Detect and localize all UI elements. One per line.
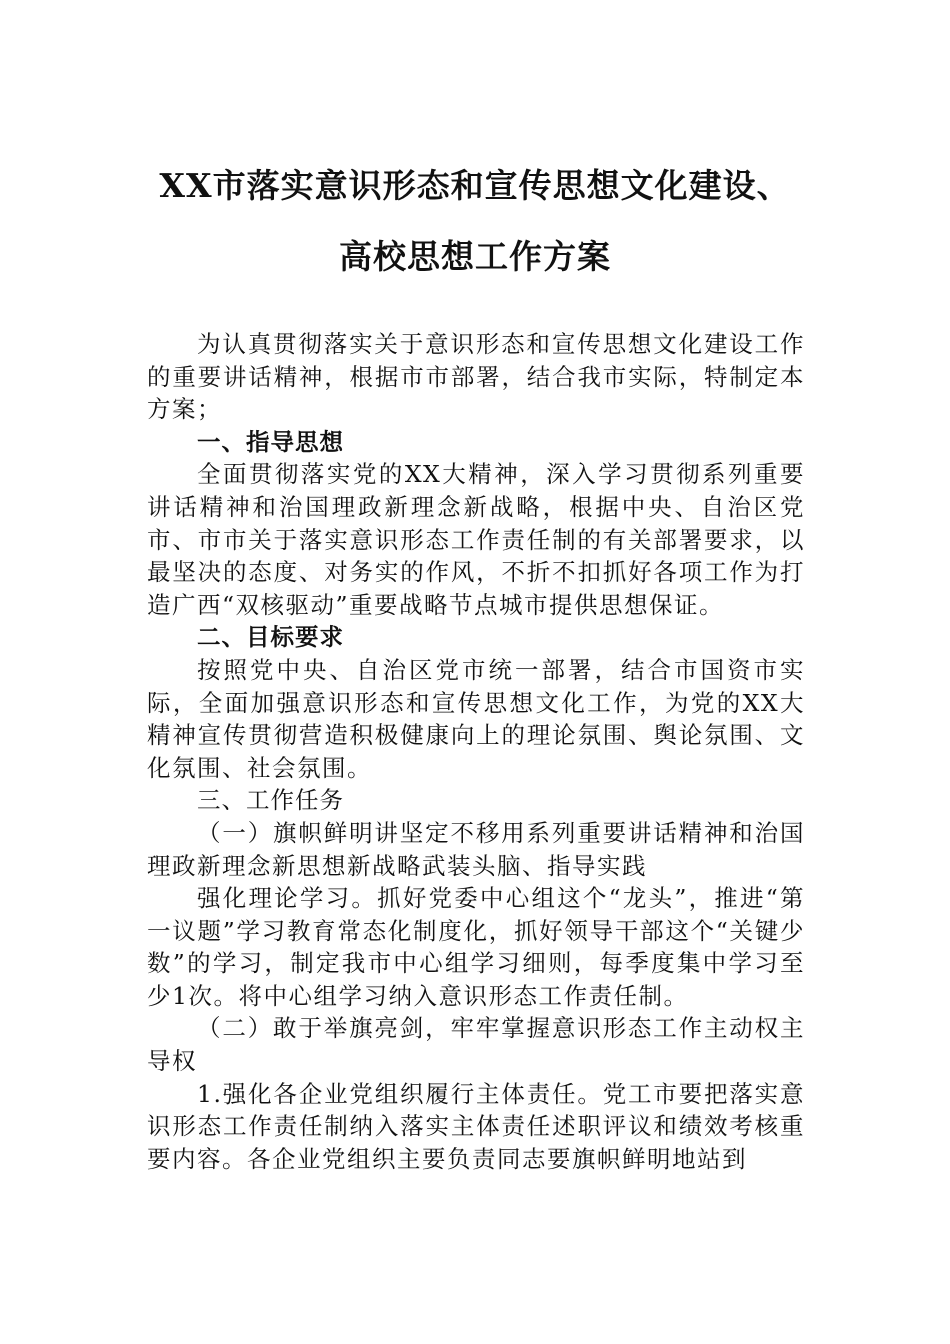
subsection-item-1: 1.强化各企业党组织履行主体责任。党工市要把落实意识形态工作责任制纳入落实主体责任述职评议和绩效考核重要内容。各企业党组织主要负责同志要旗帜鲜明地站到 bbox=[147, 1079, 805, 1173]
intro-paragraph: 为认真贯彻落实关于意识形态和宣传思想文化建设工作的重要讲话精神，根据市市部署，结合我市实际，特制定本方案； bbox=[147, 330, 805, 424]
section-heading-goals: 二、目标要求 bbox=[197, 623, 344, 652]
section-paragraph-guiding-thought: 全面贯彻落实党的XX大精神，深入学习贯彻系列重要讲话精神和治国理政新理念新战略，根据中央、自治区党市、市市关于落实意识形态工作责任制的有关部署要求，以最坚决的态度、对务实的作风，不折不扣抓好各项工作为打造广西“双核驱动”重要战略节点城市提供思想保证。 bbox=[147, 460, 805, 619]
section-heading-guiding-thought: 一、指导思想 bbox=[197, 427, 344, 456]
section-heading-tasks: 三、工作任务 bbox=[197, 786, 344, 815]
document-body bbox=[147, 328, 805, 1175]
subsection-heading-1: （一）旗帜鲜明讲坚定不移用系列重要讲话精神和治国理政新理念新思想新战略武装头脑、指导实践 bbox=[147, 818, 805, 880]
subsection-paragraph-1: 强化理论学习。抓好党委中心组这个“龙头”，推进“第一议题”学习教育常态化制度化，抓好领导干部这个“关键少数”的学习，制定我市中心组学习细则，每季度集中学习至少1次。将中心组学习纳入意识形态工作责任制。 bbox=[147, 884, 805, 1010]
subsection-heading-2: （二）敢于举旗亮剑，牢牢掌握意识形态工作主动权主导权 bbox=[147, 1014, 805, 1076]
document-title-line-1: XX市落实意识形态和宣传思想文化建设、 bbox=[159, 166, 791, 205]
section-paragraph-goals: 按照党中央、自治区党市统一部署，结合市国资市实际，全面加强意识形态和宣传思想文化工作，为党的XX大精神宣传贯彻营造积极健康向上的理论氛围、舆论氛围、文化氛围、社会氛围。 bbox=[147, 655, 805, 782]
document-title-line-2: 高校思想工作方案 bbox=[339, 237, 611, 276]
